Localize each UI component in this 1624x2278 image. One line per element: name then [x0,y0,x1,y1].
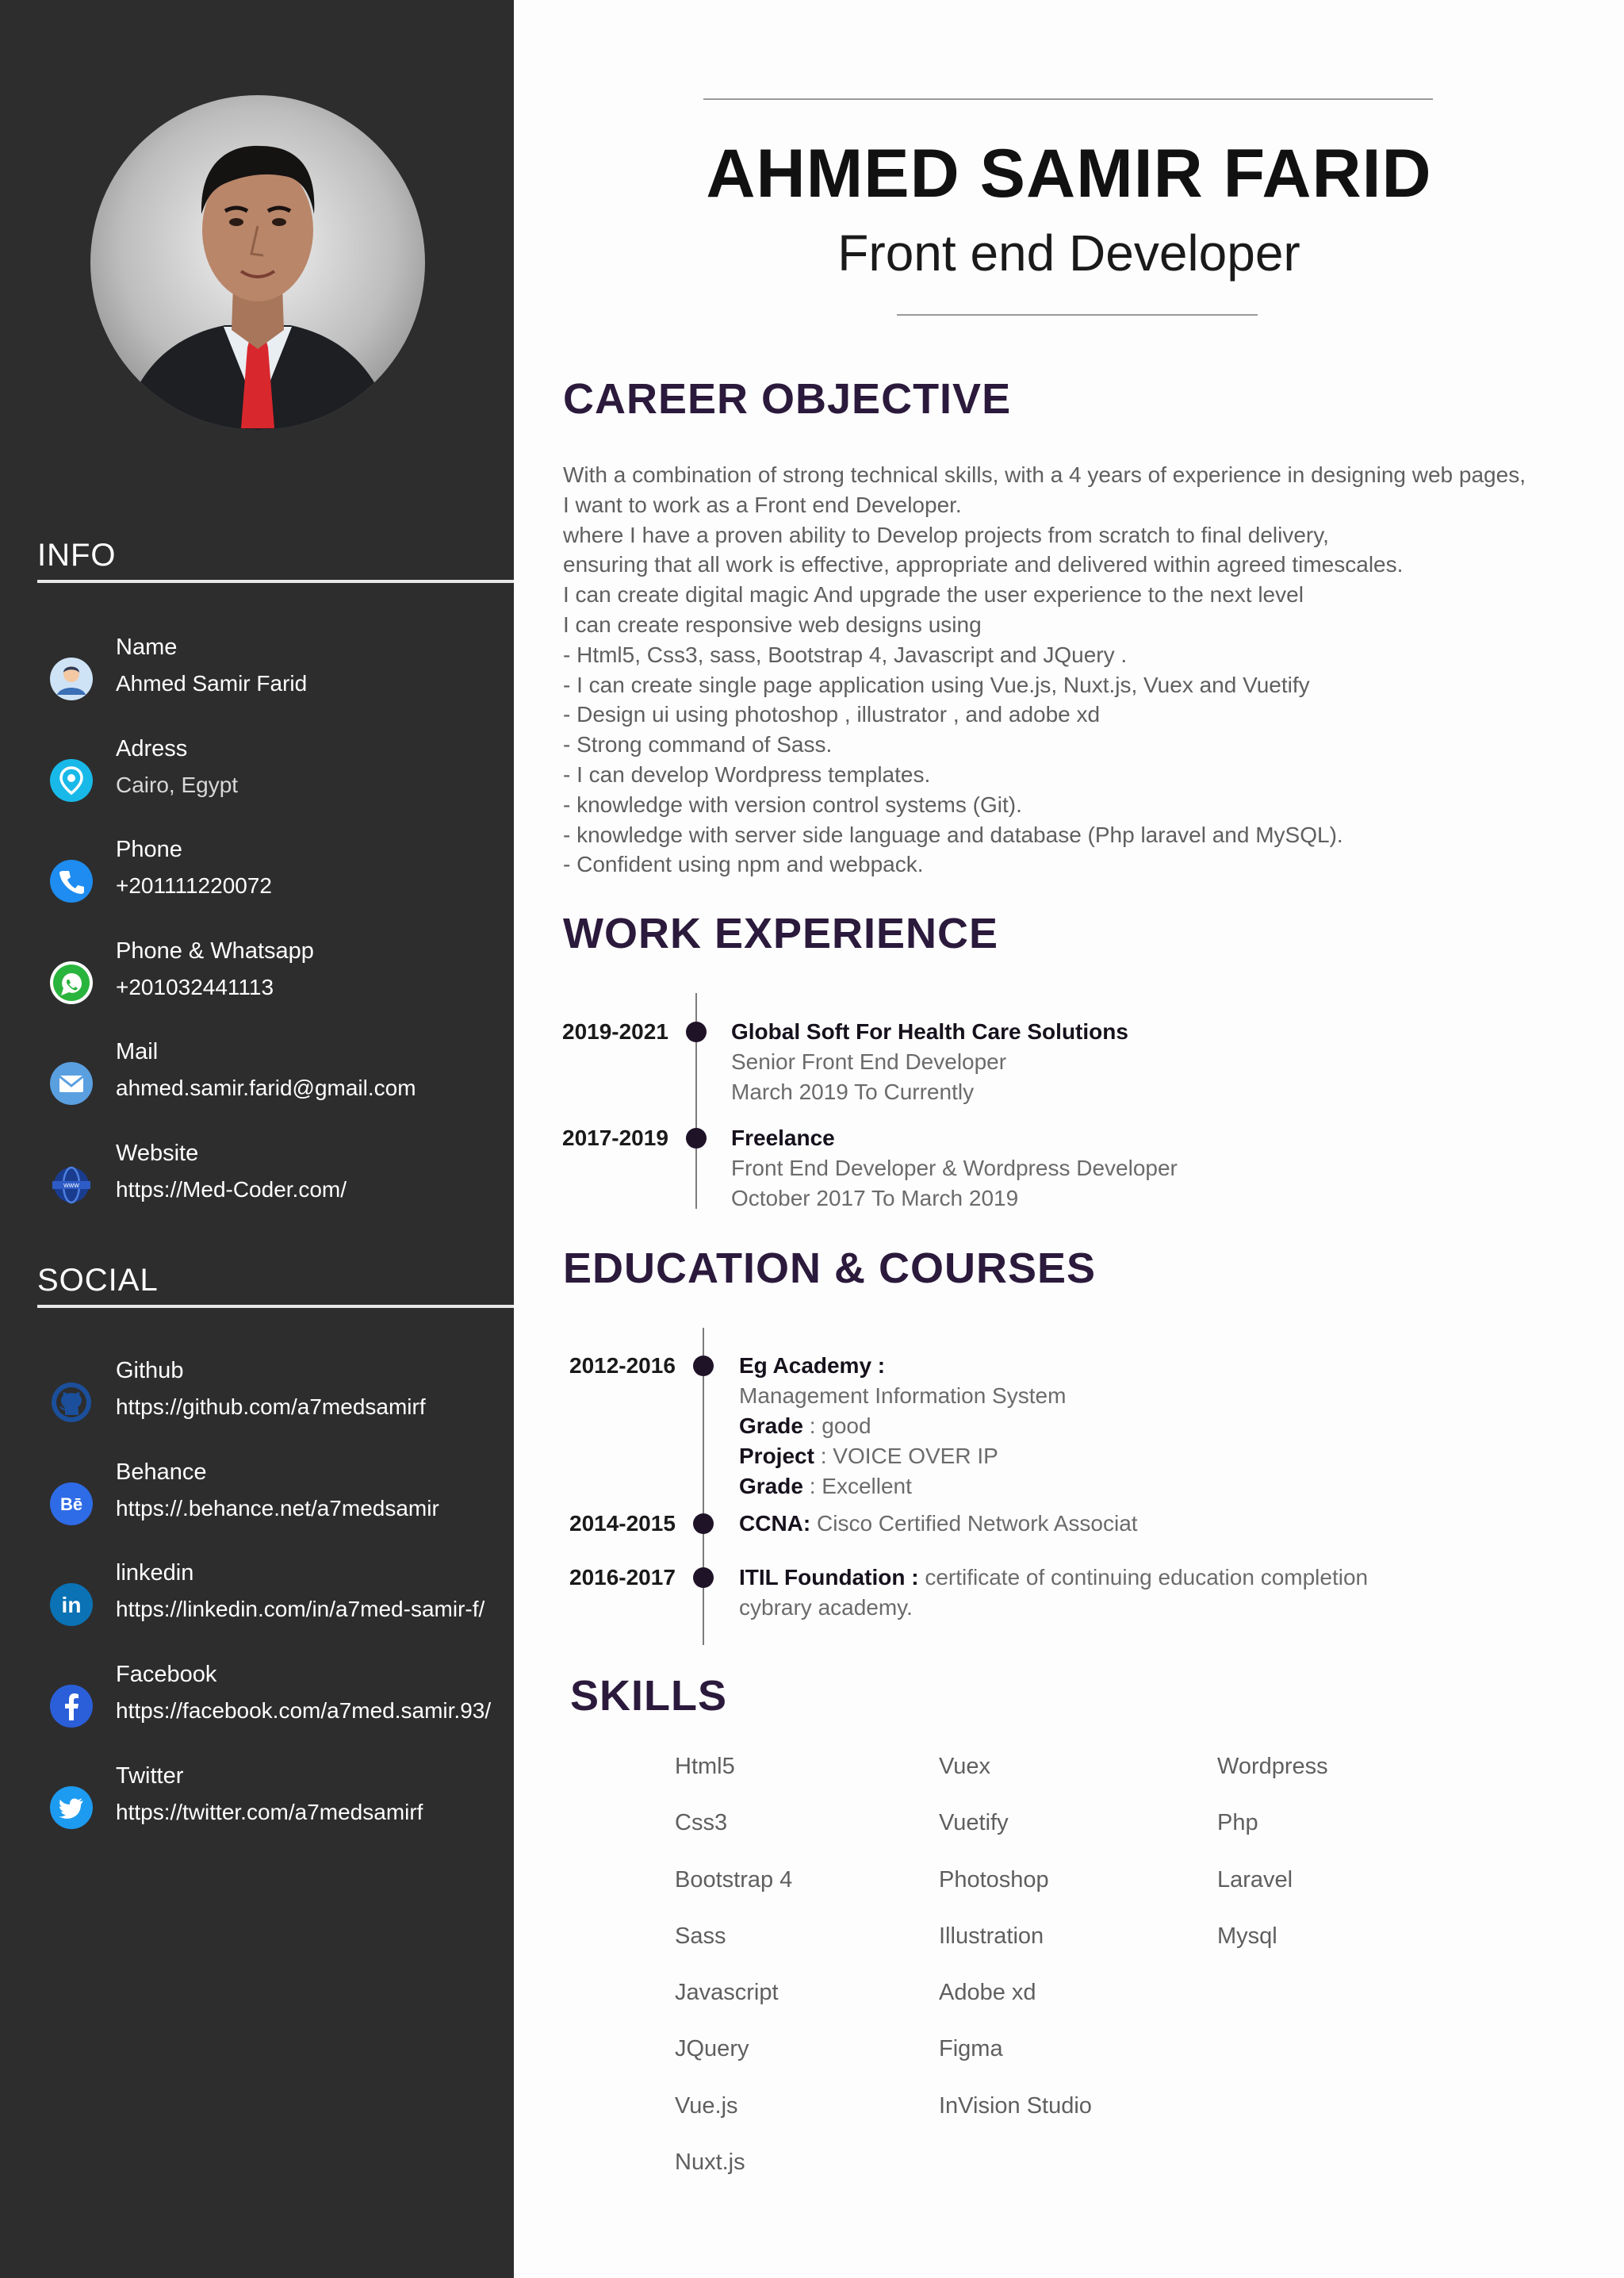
behance-link[interactable]: https://.behance.net/a7medsamir [116,1496,439,1521]
info-value: ahmed.samir.farid@gmail.com [116,1076,416,1100]
project-label: Project [739,1444,814,1468]
project-value: : VOICE OVER IP [820,1444,998,1468]
info-item-whatsapp [49,938,509,1018]
portrait-image [90,95,425,430]
objective-line: I can create responsive web designs using [563,612,982,637]
objective-line: I can create digital magic And upgrade the user experience to the next level [563,582,1304,608]
header-bottom-rule [897,314,1258,316]
education-entry [739,1351,1066,1501]
svg-text:in: in [61,1593,82,1617]
course-desc: certificate of continuing education completion [925,1565,1369,1590]
info-value: Ahmed Samir Farid [116,671,308,696]
timeline-dot [686,1128,707,1149]
facebook-link[interactable]: https://facebook.com/a7med.samir.93/ [116,1698,492,1723]
course-desc: Cisco Certified Network Associat [817,1511,1138,1536]
skill-item: Vuex [939,1754,991,1779]
info-value: +201032441113 [116,975,274,999]
objective-line: - I can create single page application using Vue.js, Nuxt.js, Vuex and Vuetify [563,672,1310,697]
objective-line: I want to work as a Front end Developer. [563,492,962,517]
social-label: Twitter [116,1763,184,1789]
skill-item: Illustration [939,1923,1044,1949]
objective-line: - Confident using npm and webpack. [563,852,924,877]
social-divider [37,1305,514,1308]
social-item-twitter [49,1763,509,1843]
social-label: Github [116,1358,184,1383]
grade-label: Grade [739,1413,803,1438]
social-item-github [49,1358,509,1437]
education-program: Management Information System [739,1383,1067,1408]
info-item-mail [49,1039,509,1118]
education-years: 2016-2017 [569,1565,676,1590]
social-item-behance [49,1459,509,1539]
location-icon [49,758,94,803]
grade-label: Grade [739,1474,803,1498]
education-entry [739,1509,1138,1539]
objective-line: - knowledge with version control systems (Git). [563,792,1022,817]
skill-item: Mysql [1217,1923,1277,1949]
experience-company: Global Soft For Health Care Solutions [731,1019,1128,1044]
info-heading: INFO [37,538,117,573]
info-label: Adress [116,736,188,761]
linkedin-icon [49,1582,94,1627]
skill-item: Php [1217,1810,1258,1836]
info-label: Website [116,1141,199,1166]
skills-column-3 [1217,1754,1328,1980]
course-desc: cybrary academy. [739,1595,913,1620]
skills-heading: SKILLS [570,1672,728,1720]
social-label: Behance [116,1459,207,1485]
twitter-link[interactable]: https://twitter.com/a7medsamirf [116,1800,423,1824]
skill-item: Wordpress [1217,1754,1328,1779]
github-icon [49,1380,94,1425]
timeline-dot [693,1356,714,1376]
experience-entry [731,1123,1178,1214]
education-school: Eg Academy : [739,1353,886,1378]
user-avatar-icon [49,657,94,701]
profile-photo [90,95,425,430]
objective-line: ensuring that all work is effective, appropriate and delivered within agreed timescales. [563,552,1404,577]
education-years: 2014-2015 [569,1511,676,1536]
experience-role: Front End Developer & Wordpress Developer [731,1156,1178,1180]
timeline-dot [693,1567,714,1588]
info-label: Phone [116,837,182,862]
skill-item: Laravel [1217,1866,1293,1893]
phone-icon [49,859,94,903]
skill-item: Sass [675,1923,726,1949]
experience-period: October 2017 To March 2019 [731,1186,1019,1210]
skill-item: Bootstrap 4 [675,1866,793,1893]
objective-line: where I have a proven ability to Develop projects from scratch to final delivery, [563,522,1329,547]
timeline-dot [693,1513,714,1534]
timeline-dot [686,1022,707,1042]
experience-entry [731,1017,1128,1107]
skill-item: Figma [939,2036,1003,2062]
info-label: Mail [116,1039,159,1064]
svg-text:Bē: Bē [59,1494,83,1514]
objective-line: - Strong command of Sass. [563,732,833,757]
info-item-address [49,736,509,815]
facebook-icon [49,1684,94,1728]
skill-item: Vue.js [675,2092,738,2119]
mail-icon [49,1061,94,1106]
skill-item: JQuery [675,2036,749,2062]
work-experience-heading: WORK EXPERIENCE [563,910,999,957]
social-label: Facebook [116,1662,217,1687]
education-entry [739,1563,1368,1623]
skills-column-2 [939,1754,1092,2150]
full-name: AHMED SAMIR FARID [706,136,1432,212]
info-item-phone [49,837,509,916]
experience-years: 2019-2021 [562,1019,668,1044]
skill-item: Vuetify [939,1810,1009,1836]
course-title: ITIL Foundation : [739,1565,919,1590]
objective-line: With a combination of strong technical skills, with a 4 years of experience in designing web pages, [563,462,1526,487]
skill-item: InVision Studio [939,2092,1092,2119]
job-title: Front end Developer [837,224,1300,282]
info-value: Cairo, Egypt [116,773,239,797]
grade-value: : good [809,1413,871,1438]
course-title: CCNA: [739,1511,811,1536]
info-value: +201111220072 [116,873,272,898]
info-divider [37,580,514,583]
objective-line: - Html5, Css3, sass, Bootstrap 4, Javascript and JQuery . [563,642,1128,667]
github-link[interactable]: https://github.com/a7medsamirf [116,1394,426,1419]
grade-value: : Excellent [809,1474,912,1498]
experience-role: Senior Front End Developer [731,1049,1007,1074]
skill-item: Nuxt.js [675,2150,745,2176]
info-item-name [49,635,509,714]
experience-years: 2017-2019 [562,1126,668,1150]
skill-item: Adobe xd [939,1980,1036,2006]
skill-item: Javascript [675,1980,779,2006]
social-item-linkedin [49,1560,509,1639]
objective-line: - knowledge with server side language and database (Php laravel and MySQL). [563,822,1343,847]
svg-text:WWW: WWW [63,1183,79,1189]
skills-column-1 [675,1754,792,2206]
linkedin-link[interactable]: https://linkedin.com/in/a7med-samir-f/ [116,1597,485,1621]
social-item-facebook [49,1662,509,1741]
info-label: Phone & Whatsapp [116,938,314,964]
experience-period: March 2019 To Currently [731,1080,975,1104]
social-label: linkedin [116,1560,194,1586]
objective-line: - Design ui using photoshop , illustrator , and adobe xd [563,702,1101,727]
behance-icon [49,1482,94,1526]
info-label: Name [116,635,178,660]
header-top-rule [703,98,1433,100]
whatsapp-icon [49,961,94,1005]
sidebar [0,0,514,2278]
twitter-icon [49,1785,94,1830]
education-years: 2012-2016 [569,1353,676,1378]
career-objective-heading: CAREER OBJECTIVE [563,375,1012,423]
website-link[interactable]: https://Med-Coder.com/ [116,1177,347,1202]
skill-item: Photoshop [939,1866,1049,1893]
globe-icon [49,1163,94,1207]
skill-item: Css3 [675,1810,728,1836]
objective-line: - I can develop Wordpress templates. [563,761,931,787]
education-heading: EDUCATION & COURSES [563,1244,1097,1292]
experience-company: Freelance [731,1126,835,1150]
info-item-website [49,1141,509,1220]
social-heading: SOCIAL [37,1263,159,1298]
skill-item: Html5 [675,1754,735,1779]
career-objective-text [563,460,1610,880]
